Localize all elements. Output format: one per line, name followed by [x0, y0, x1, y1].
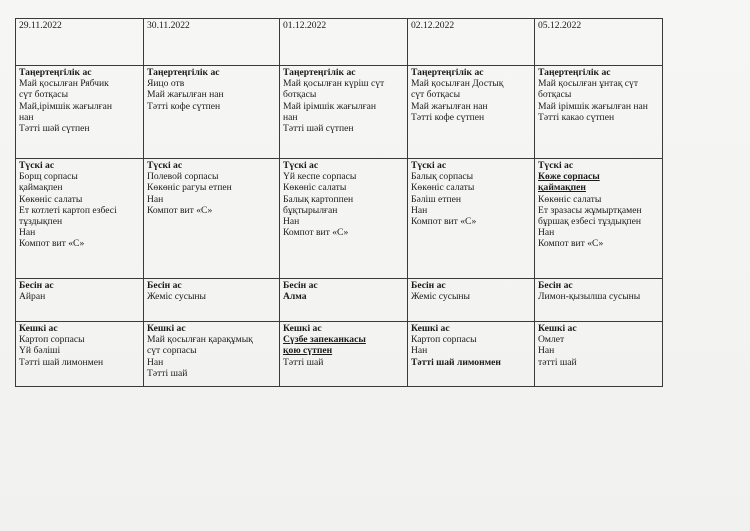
dish-item: Нан [411, 204, 428, 216]
dish-item: Ет котлеті картоп езбесі [19, 204, 117, 216]
dish-item: Көкөніс салаты [283, 182, 347, 194]
snack-cell [408, 279, 535, 322]
dish-item: бұқтырылған [283, 204, 338, 216]
dish-item: Тәтті шай лимонмен [411, 356, 501, 368]
dish-item: ботқасы [538, 89, 572, 101]
meal-title: Таңертеңгілік ас [19, 67, 92, 78]
dish-item: Үй бәліші [19, 345, 61, 357]
meal-title: Бесін ас [147, 280, 182, 291]
dish-item: Тәтті кофе сүтпен [147, 100, 221, 112]
meal-title: Бесін ас [283, 280, 318, 291]
dish-item: Нан [538, 227, 555, 239]
snack-row [16, 279, 663, 322]
dish-item: Тәтті шай [283, 356, 324, 368]
snack-cell [144, 279, 280, 322]
dish-item: Май ірімшік жағылған [283, 100, 377, 112]
breakfast-cell [535, 66, 663, 159]
date-cell: 30.11.2022 [144, 19, 280, 66]
dish-item: Үй кеспе сорпасы [283, 171, 357, 183]
meal-title: Түскі ас [538, 160, 574, 171]
dinner-cell [280, 322, 408, 387]
date-cell: 01.12.2022 [280, 19, 408, 66]
dish-item: ботқасы [283, 89, 317, 101]
dish-item: Борщ сорпасы [19, 171, 78, 183]
dish-item: Компот вит «С» [283, 227, 349, 239]
dish-item: Май ірімшік жағылған нан [538, 100, 648, 112]
dish-item: нан [283, 111, 298, 123]
dish-item: Көкөніс салаты [411, 182, 475, 194]
dish-item: Май қосылған Достық [411, 78, 504, 90]
dinner-row [16, 322, 663, 387]
breakfast-cell [16, 66, 144, 159]
dish-item: Омлет [538, 334, 565, 346]
date-cell: 02.12.2022 [408, 19, 535, 66]
meal-title: Кешкі ас [411, 323, 450, 334]
lunch-row [16, 159, 663, 279]
meal-title: Түскі ас [411, 160, 447, 171]
dish-item: Көкөніс салаты [538, 193, 602, 205]
dish-item: Компот вит «С» [147, 204, 213, 216]
lunch-cell [144, 159, 280, 279]
dish-item: қою сүтпен [283, 345, 333, 357]
meal-title: Таңертеңгілік ас [538, 67, 611, 78]
dinner-cell [144, 322, 280, 387]
meal-title: Кешкі ас [283, 323, 322, 334]
dish-item: Алма [283, 291, 307, 303]
meal-title: Түскі ас [147, 160, 183, 171]
dish-item: сүт сорпасы [147, 345, 197, 357]
dish-item: Көже сорпасы [538, 171, 600, 183]
meal-title: Кешкі ас [19, 323, 58, 334]
dish-item: Картоп сорпасы [19, 334, 85, 346]
breakfast-cell [280, 66, 408, 159]
dish-item: Айран [19, 291, 46, 303]
dish-item: Тәтті шәй сүтпен [19, 123, 90, 135]
dish-item: Сүзбе запеканкасы [283, 334, 366, 346]
dish-item: Май,ірімшік жағылған [19, 100, 113, 112]
meal-title: Бесін ас [411, 280, 446, 291]
dish-item: тұздықпен [19, 216, 63, 228]
dish-item: Нан [19, 227, 36, 239]
dish-item: Нан [411, 345, 428, 357]
dish-item: Полевой сорпасы [147, 171, 219, 183]
dish-item: Май қосылған ұнтақ сүт [538, 78, 639, 90]
dish-item: Нан [147, 193, 164, 205]
dish-item: Тәтті шәй сүтпен [283, 123, 354, 135]
dish-item: тәтті шай [538, 356, 577, 368]
dish-item: Май қосылған қарақұмық [147, 334, 253, 346]
dinner-cell [408, 322, 535, 387]
meal-title: Таңертеңгілік ас [147, 67, 220, 78]
lunch-cell [280, 159, 408, 279]
dish-item: Жеміс сусыны [147, 291, 206, 303]
dish-item: Компот вит «С» [411, 216, 477, 228]
dish-item: Компот вит «С» [538, 238, 604, 250]
breakfast-cell [144, 66, 280, 159]
snack-cell [280, 279, 408, 322]
dish-item: Нан [283, 216, 300, 228]
dish-item: Лимон-қызылша сусыны [538, 291, 641, 303]
dish-item: Жеміс сусыны [411, 291, 470, 303]
dish-item: қаймақпен [19, 182, 63, 194]
dish-item: сүт ботқасы [19, 89, 69, 101]
breakfast-row [16, 66, 663, 159]
dish-item: Тәтті шай лимонмен [19, 356, 104, 368]
meal-title: Бесін ас [19, 280, 54, 291]
lunch-cell [408, 159, 535, 279]
dish-item: Картоп сорпасы [411, 334, 477, 346]
breakfast-cell [408, 66, 535, 159]
meal-title: Таңертеңгілік ас [283, 67, 356, 78]
dish-item: Тәтті шай [147, 367, 188, 379]
dish-item: Балық картоппен [283, 193, 354, 205]
dish-item: Нан [538, 345, 555, 357]
dish-item: Көкөніс рагуы етпен [147, 182, 232, 194]
date-cell: 29.11.2022 [16, 19, 144, 66]
dish-item: Май жағылған нан [411, 100, 488, 112]
dinner-cell [535, 322, 663, 387]
meal-title: Таңертеңгілік ас [411, 67, 484, 78]
meal-title: Бесін ас [538, 280, 573, 291]
dish-item: Бәліш етпен [411, 193, 461, 205]
dish-item: нан [19, 111, 34, 123]
snack-cell [535, 279, 663, 322]
snack-cell [16, 279, 144, 322]
dish-item: Тәтті кофе сүтпен [411, 111, 485, 123]
dish-item: Тәтті какао сүтпен [538, 111, 615, 123]
lunch-cell [16, 159, 144, 279]
dish-item: бұршақ езбесі тұздықпен [538, 216, 642, 228]
dish-item: Яицо отв [147, 78, 185, 90]
meal-title: Түскі ас [283, 160, 319, 171]
lunch-cell [535, 159, 663, 279]
meal-title: Кешкі ас [538, 323, 577, 334]
dish-item: қаймақпен [538, 182, 586, 194]
dish-item: Компот вит «С» [19, 238, 85, 250]
weekly-menu-table [15, 18, 663, 387]
dish-item: Нан [147, 356, 164, 368]
date-cell: 05.12.2022 [535, 19, 663, 66]
dish-item: Май жағылған нан [147, 89, 224, 101]
dish-item: Балық сорпасы [411, 171, 474, 183]
dish-item: сүт ботқасы [411, 89, 461, 101]
dish-item: Ет зразасы жұмыртқамен [538, 204, 642, 216]
meal-title: Кешкі ас [147, 323, 186, 334]
date-header-row [16, 19, 663, 66]
meal-title: Түскі ас [19, 160, 55, 171]
dish-item: Көкөніс салаты [19, 193, 83, 205]
dish-item: Май қосылған күріш сүт [283, 78, 385, 90]
dish-item: Май қосылған Рябчик [19, 78, 109, 90]
dinner-cell [16, 322, 144, 387]
